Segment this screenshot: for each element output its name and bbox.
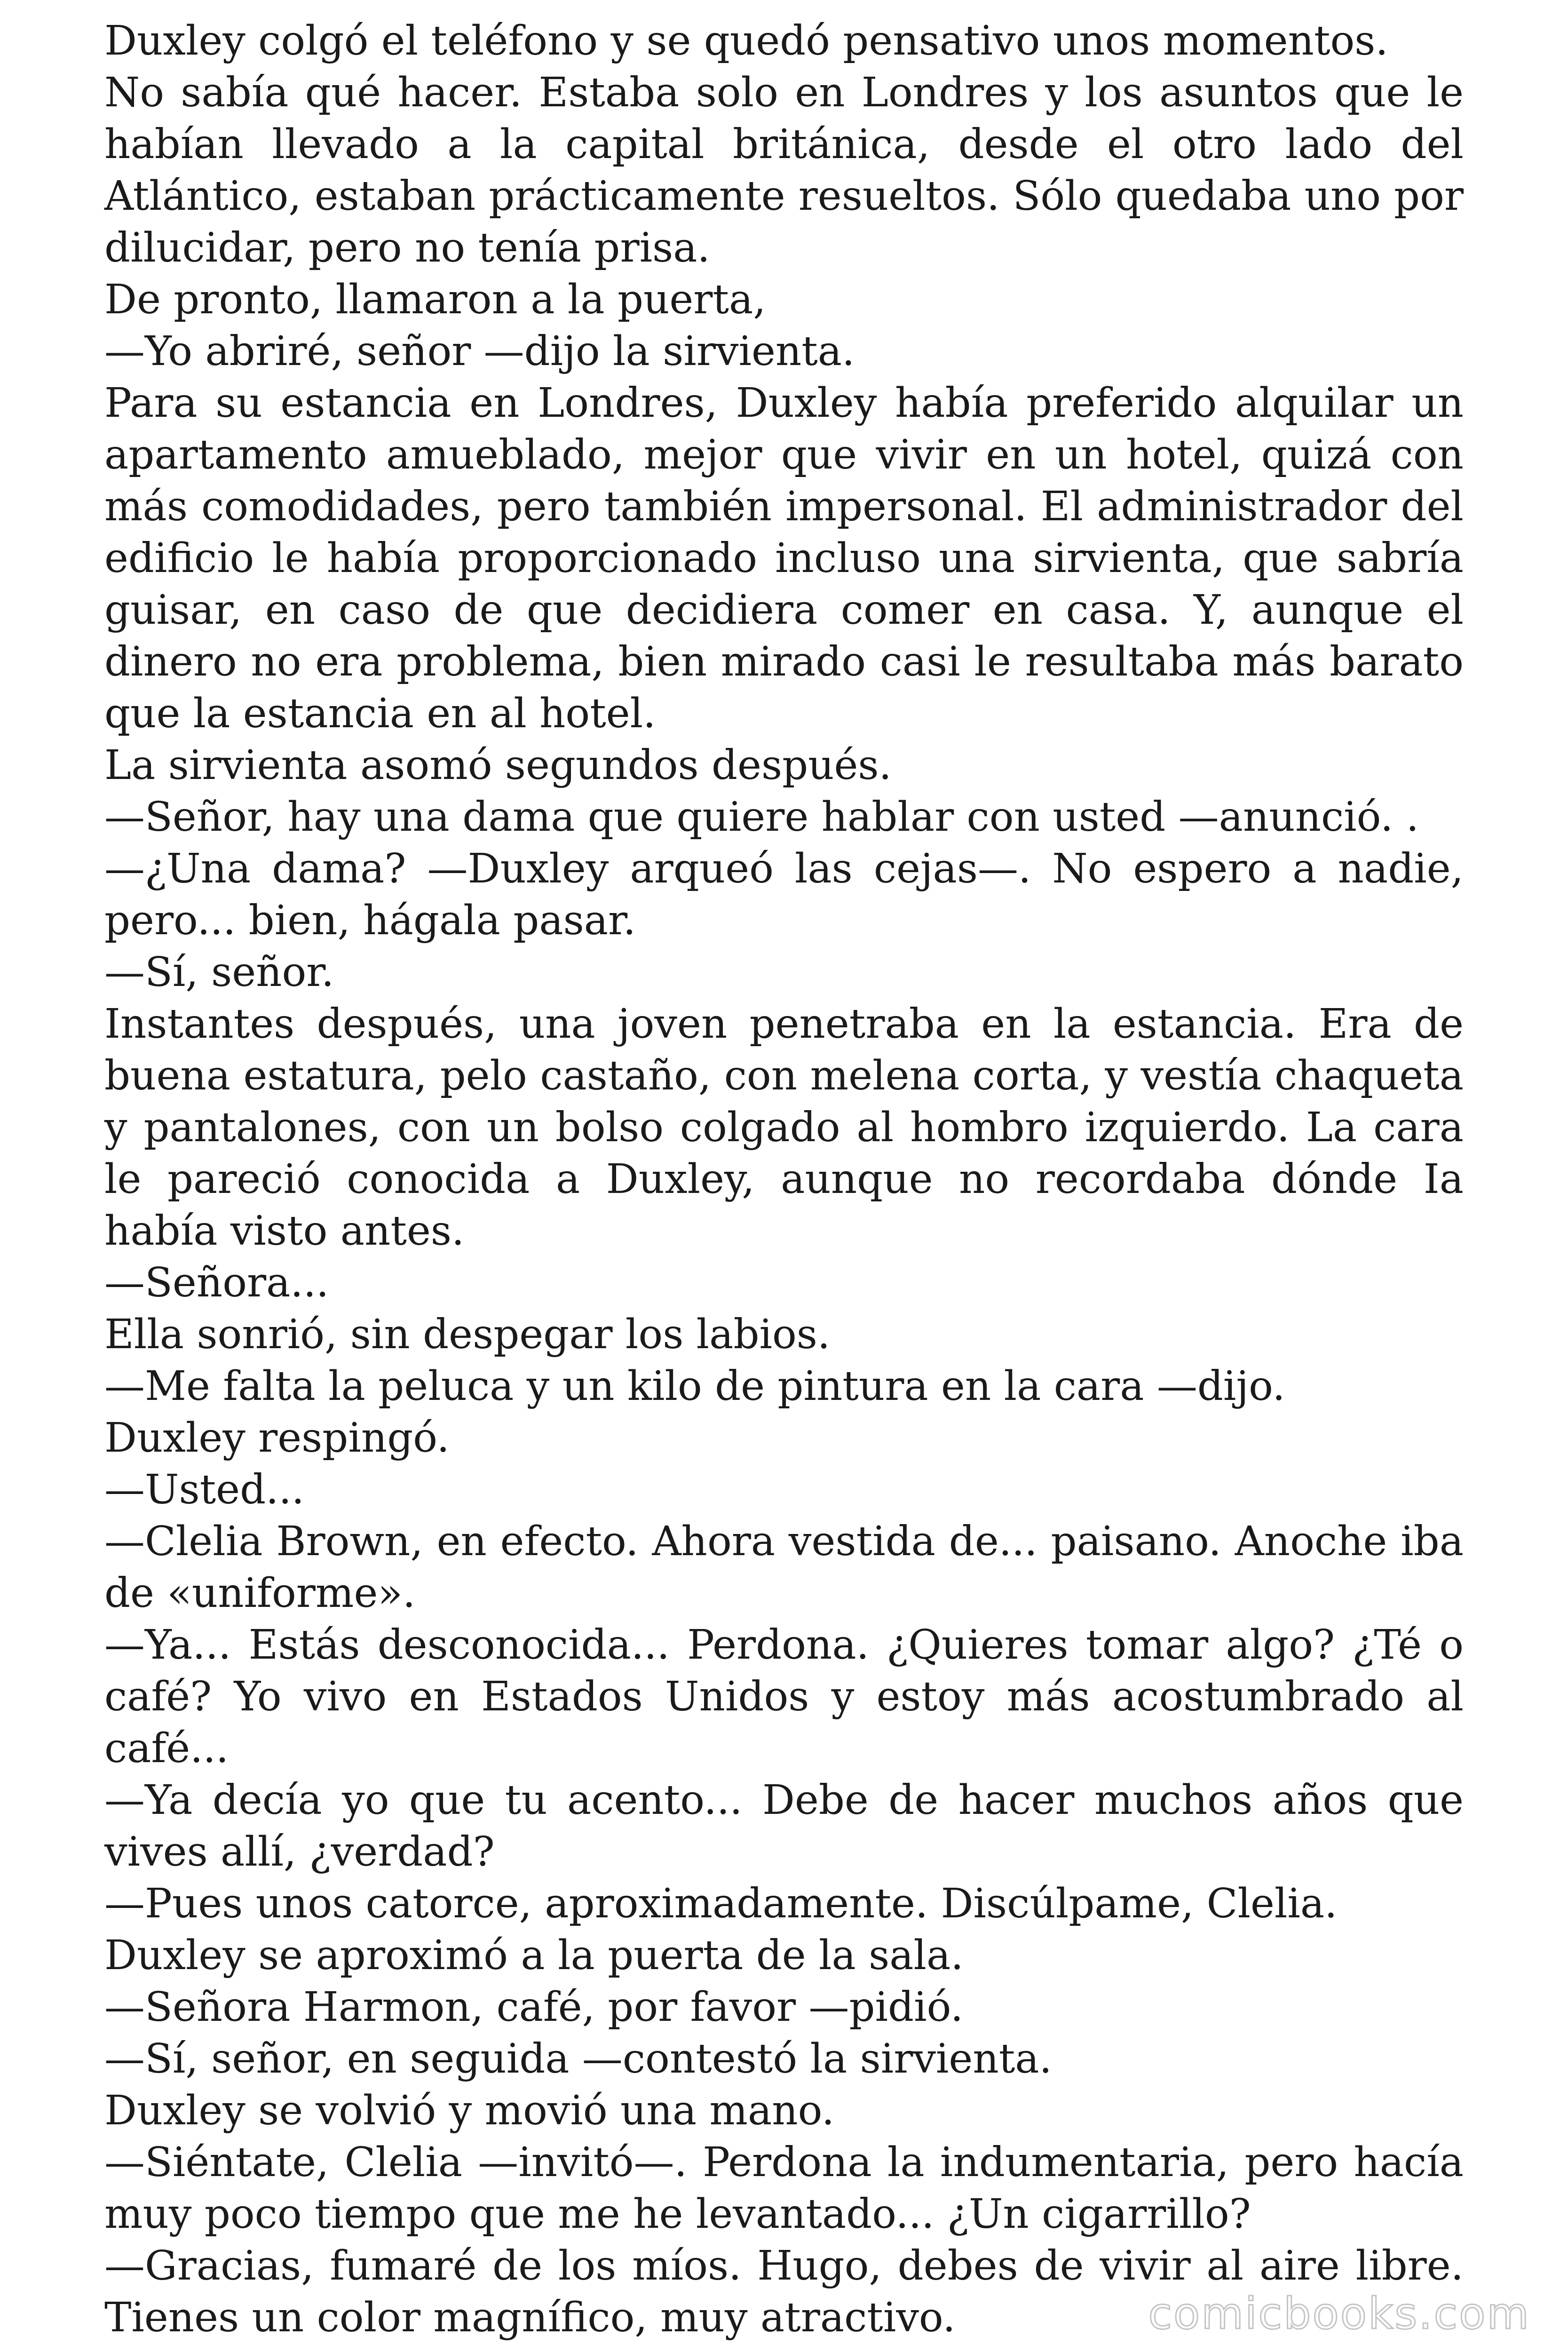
paragraph: —Ya decía yo que tu acento... Debe de hacer muchos años que vives allí, ¿verdad?: [104, 1777, 1464, 1875]
paragraph: —Yo abriré, señor —dijo la sirvienta.: [104, 328, 855, 375]
watermark: comicbooks.com: [1148, 2288, 1530, 2339]
paragraph: —Señora Harmon, café, por favor —pidió.: [104, 1984, 964, 2031]
paragraph: Duxley se volvió y movió una mano.: [104, 2087, 835, 2134]
paragraph: Duxley respingó.: [104, 1414, 450, 1462]
paragraph: —Clelia Brown, en efecto. Ahora vestida de... paisano. Anoche iba de «uniforme».: [104, 1518, 1464, 1617]
paragraph: —Gracias, fumaré de los míos. Hugo, debes de vivir al aire libre. Tienes un color magnífico, muy atractivo.: [104, 2242, 1464, 2341]
paragraph: —Pues unos catorce, aproximadamente. Discúlpame, Clelia.: [104, 1880, 1338, 1927]
paragraph: —Me falta la peluca y un kilo de pintura en la cara —dijo.: [104, 1363, 1285, 1410]
paragraph: La sirvienta asomó segundos después.: [104, 742, 892, 789]
paragraph: De pronto, llamaron a la puerta,: [104, 276, 766, 323]
paragraph: —¿Una dama? —Duxley arqueó las cejas—. No espero a nadie, pero... bien, hágala pasar.: [104, 845, 1464, 944]
paragraph: —Usted...: [104, 1466, 305, 1513]
paragraph: Duxley colgó el teléfono y se quedó pensativo unos momentos.: [104, 17, 1388, 64]
paragraph: Ella sonrió, sin despegar los labios.: [104, 1311, 831, 1358]
paragraph: —Señora...: [104, 1259, 329, 1306]
paragraph: No sabía qué hacer. Estaba solo en Londres y los asuntos que le habían llevado a la capital británica, desde el otro lado del Atlántico, estaban prácticamente resueltos. Sólo quedaba uno por dilucidar, pero no tenía prisa.: [104, 69, 1464, 271]
paragraph: Para su estancia en Londres, Duxley había preferido alquilar un apartamento amueblado, mejor que vivir en un hotel, quizá con más comodidades, pero también impersonal. El administrador del edificio le había proporcionado incluso una sirvienta, que sabría guisar, en caso de que decidiera comer en casa. Y, aunque el dinero no era problema, bien mirado casi le resultaba más barato que la estancia en al hotel.: [104, 380, 1464, 737]
paragraph: —Sí, señor.: [104, 949, 334, 996]
page-text: [104, 15, 1464, 2344]
paragraph: Instantes después, una joven penetraba en la estancia. Era de buena estatura, pelo castaño, con melena corta, y vestía chaqueta y pantalones, con un bolso colgado al hombro izquierdo. La cara le pareció conocida a Duxley, aunque no recordaba dónde Ia había visto antes.: [104, 1001, 1464, 1255]
paragraph: —Señor, hay una dama que quiere hablar con usted —anunció. .: [104, 794, 1419, 841]
paragraph: Duxley se aproximó a la puerta de la sala.: [104, 1932, 964, 1979]
paragraph: —Ya... Estás desconocida... Perdona. ¿Quieres tomar algo? ¿Té o café? Yo vivo en Estados Unidos y estoy más acostumbrado al café...: [104, 1621, 1464, 1772]
paragraph: —Sí, señor, en seguida —contestó la sirvienta.: [104, 2035, 1052, 2082]
paragraph: —Siéntate, Clelia —invitó—. Perdona la indumentaria, pero hacía muy poco tiempo que me he levantado... ¿Un cigarrillo?: [104, 2139, 1464, 2238]
